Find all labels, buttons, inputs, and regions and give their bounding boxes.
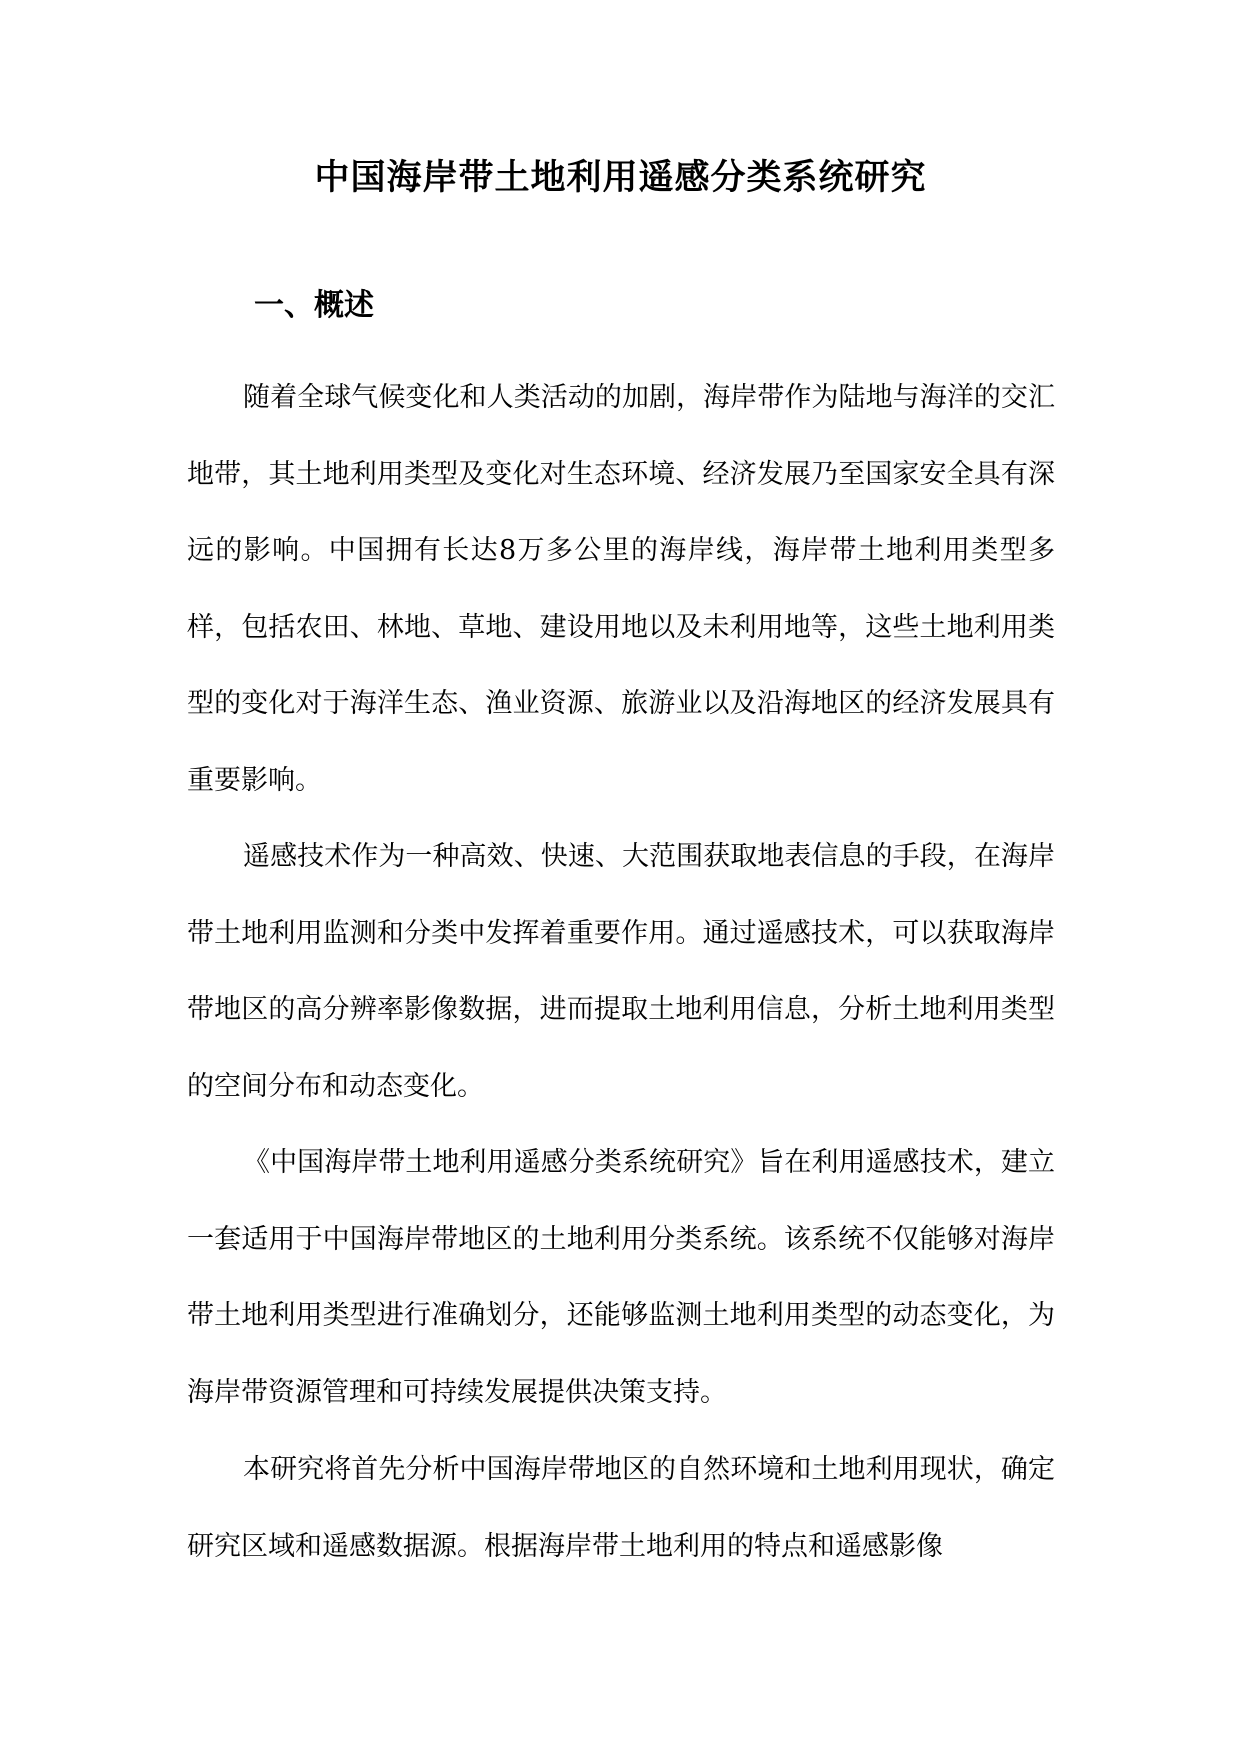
document-title: 中国海岸带土地利用遥感分类系统研究 [314, 158, 927, 198]
section-heading: 一、概述 [254, 288, 374, 323]
paragraph-3: 《中国海岸带土地利用遥感分类系统研究》旨在利用遥感技术，建立一套适用于中国海岸带地区的土地利用分类系统。该系统不仅能够对海岸带土地利用类型进行准确划分，还能够监测土地利用类型的动态变化，为海岸带资源管理和可持续发展提供决策支持。 [187, 1147, 1055, 1408]
paragraph-1: 随着全球气候变化和人类活动的加剧，海岸带作为陆地与海洋的交汇地带，其土地利用类型及变化对生态环境、经济发展乃至国家安全具有深远的影响。中国拥有长达8万多公里的海岸线，海岸带土地利用类型多样，包括农田、林地、草地、建设用地以及未利用地等，这些土地利用类型的变化对于海洋生态、渔业资源、旅游业以及沿海地区的经济发展具有重要影响。 [187, 382, 1055, 796]
paragraph-4: 本研究将首先分析中国海岸带地区的自然环境和土地利用现状，确定研究区域和遥感数据源。根据海岸带土地利用的特点和遥感影像 [187, 1454, 1055, 1562]
paragraph-2: 遥感技术作为一种高效、快速、大范围获取地表信息的手段，在海岸带土地利用监测和分类中发挥着重要作用。通过遥感技术，可以获取海岸带地区的高分辨率影像数据，进而提取土地利用信息，分析土地利用类型的空间分布和动态变化。 [187, 841, 1055, 1102]
